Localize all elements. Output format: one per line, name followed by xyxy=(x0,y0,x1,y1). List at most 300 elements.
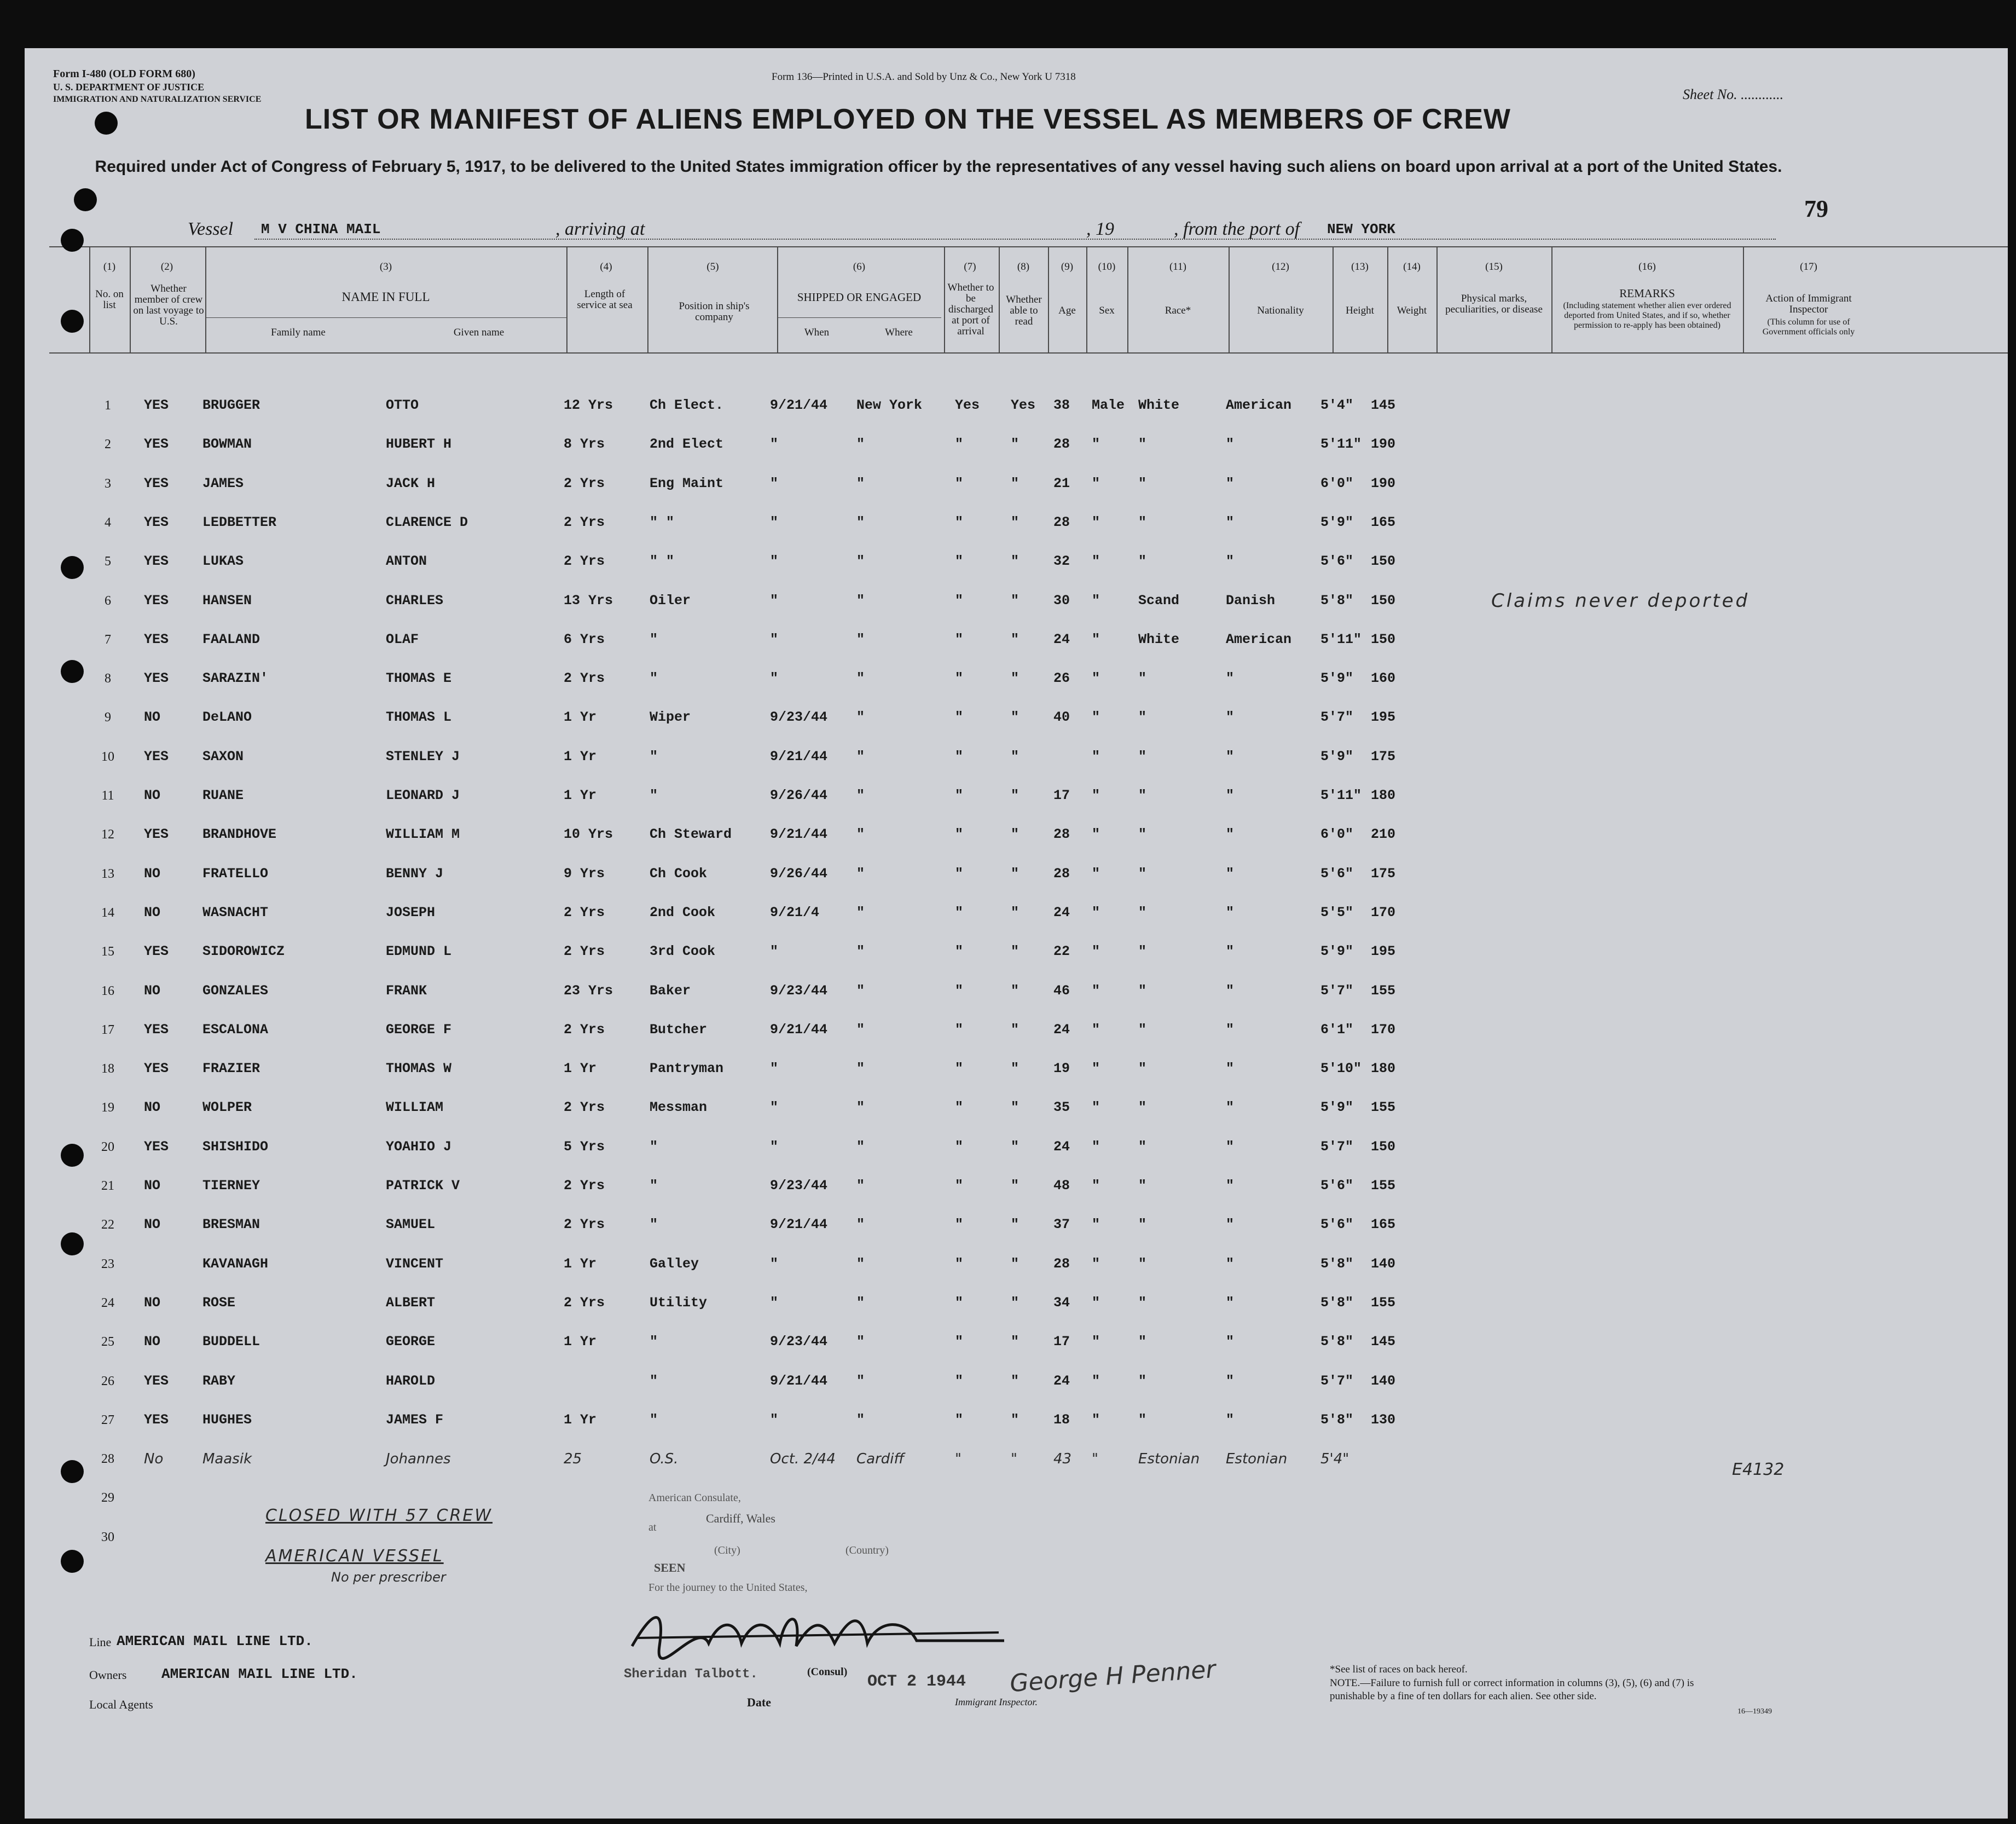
sheet-number: Sheet No. ............ xyxy=(1683,86,1784,102)
able-to-read-cell: " xyxy=(1011,1256,1019,1272)
race-cell: " xyxy=(1138,787,1147,803)
position-cell: Ch Steward xyxy=(650,826,732,842)
previous-voyage-cell: NO xyxy=(144,905,161,920)
discharged-cell: " xyxy=(955,943,964,959)
shipped-where-cell: " xyxy=(856,709,865,725)
given-name-cell: STENLEY J xyxy=(386,749,460,765)
previous-voyage-cell: YES xyxy=(144,632,169,647)
header-shipped: SHIPPED OR ENGAGED xyxy=(797,291,922,304)
able-to-read-cell: " xyxy=(1011,593,1019,609)
service-length-cell: 5 Yrs xyxy=(564,1139,605,1155)
family-name-cell: BRUGGER xyxy=(202,397,260,413)
race-cell: " xyxy=(1138,1061,1147,1076)
shipped-where-cell: " xyxy=(856,553,865,569)
col-num-13: (13) xyxy=(1351,261,1369,273)
sex-cell: " xyxy=(1092,632,1100,647)
row-number: 6 xyxy=(105,594,111,608)
age-cell: 17 xyxy=(1053,1334,1070,1350)
service-length-cell: 2 Yrs xyxy=(564,1099,605,1115)
family-name-cell: FRATELLO xyxy=(202,866,269,882)
given-name-cell: THOMAS L xyxy=(386,709,452,725)
shipped-when-cell: " xyxy=(770,1061,779,1076)
race-cell: " xyxy=(1138,943,1147,959)
discharged-cell: " xyxy=(955,1256,964,1272)
weight-cell: 175 xyxy=(1371,749,1396,765)
weight-cell: 180 xyxy=(1371,1061,1396,1076)
shipped-where-cell: " xyxy=(856,632,865,647)
family-name-cell: HANSEN xyxy=(202,593,252,609)
able-to-read-cell: " xyxy=(1011,749,1019,765)
shipped-where-cell: " xyxy=(856,1099,865,1115)
shipped-where-cell: " xyxy=(856,1412,865,1428)
position-cell: Messman xyxy=(650,1099,708,1115)
race-cell: " xyxy=(1138,1099,1147,1115)
header-inspector-note: (This column for use of Government officials only xyxy=(1762,317,1855,337)
height-cell: 5'7" xyxy=(1320,983,1354,999)
family-name-cell: RABY xyxy=(202,1373,236,1389)
race-cell: White xyxy=(1138,632,1180,647)
given-name-cell: EDMUND L xyxy=(386,943,452,959)
weight-cell: 170 xyxy=(1371,1022,1396,1038)
col-num-15: (15) xyxy=(1485,261,1503,273)
weight-cell: 195 xyxy=(1371,943,1396,959)
position-cell: " xyxy=(650,1139,658,1155)
height-cell: 5'6" xyxy=(1320,1217,1354,1232)
able-to-read-cell: " xyxy=(1011,1295,1019,1311)
punch-hole xyxy=(61,1232,84,1255)
sex-cell: " xyxy=(1092,1061,1100,1076)
height-cell: 5'10" xyxy=(1320,1061,1362,1076)
col-num-2: (2) xyxy=(160,261,173,273)
able-to-read-cell: " xyxy=(1011,983,1019,999)
given-name-cell: HAROLD xyxy=(386,1373,436,1389)
weight-cell: 130 xyxy=(1371,1412,1396,1428)
nationality-cell: " xyxy=(1226,787,1235,803)
row-number: 30 xyxy=(101,1530,114,1544)
sex-cell: " xyxy=(1092,1451,1098,1467)
column-rule xyxy=(130,246,131,354)
punch-hole xyxy=(74,188,97,211)
weight-cell: 190 xyxy=(1371,436,1396,452)
family-name-cell: ROSE xyxy=(202,1295,236,1311)
race-cell: " xyxy=(1138,1139,1147,1155)
weight-cell: 165 xyxy=(1371,1217,1396,1232)
consul-name: Sheridan Talbott. xyxy=(624,1667,758,1682)
sex-cell: Male xyxy=(1092,397,1125,413)
consulate-journey: For the journey to the United States, xyxy=(648,1582,808,1594)
header-weight: Weight xyxy=(1397,305,1427,316)
sex-cell: " xyxy=(1092,983,1100,999)
consul-label: (Consul) xyxy=(807,1666,848,1678)
table-top-rule xyxy=(49,246,2008,247)
age-cell: 24 xyxy=(1053,1022,1070,1038)
row-number: 12 xyxy=(101,827,114,842)
previous-voyage-cell: NO xyxy=(144,1178,161,1194)
weight-cell: 165 xyxy=(1371,514,1396,530)
discharged-cell: Yes xyxy=(955,397,980,413)
shipped-where-cell: " xyxy=(856,514,865,530)
shipped-where-cell: " xyxy=(856,670,865,686)
age-cell: 24 xyxy=(1053,1139,1070,1155)
position-cell: Butcher xyxy=(650,1022,708,1038)
sex-cell: " xyxy=(1092,1412,1100,1428)
punch-hole xyxy=(61,556,84,579)
family-name-cell: WOLPER xyxy=(202,1099,252,1115)
service-length-cell: 1 Yr xyxy=(564,1061,597,1076)
owners-label: Owners xyxy=(89,1668,127,1682)
height-cell: 5'5" xyxy=(1320,905,1354,920)
family-name-cell: BUDDELL xyxy=(202,1334,260,1350)
discharged-cell: " xyxy=(955,787,964,803)
nationality-cell: " xyxy=(1226,1099,1235,1115)
service-length-cell: 2 Yrs xyxy=(564,1217,605,1232)
able-to-read-cell: " xyxy=(1011,514,1019,530)
shipped-when-cell: " xyxy=(770,514,779,530)
discharged-cell: " xyxy=(955,436,964,452)
sex-cell: " xyxy=(1092,826,1100,842)
family-name-cell: RUANE xyxy=(202,787,244,803)
given-name-cell: ANTON xyxy=(386,553,427,569)
nationality-cell: " xyxy=(1226,1061,1235,1076)
sex-cell: " xyxy=(1092,476,1100,491)
height-cell: 5'11" xyxy=(1320,436,1362,452)
nationality-cell: " xyxy=(1226,826,1235,842)
row-number: 24 xyxy=(101,1296,114,1310)
position-cell: " " xyxy=(650,553,675,569)
discharged-cell: " xyxy=(955,1139,964,1155)
race-cell: " xyxy=(1138,670,1147,686)
previous-voyage-cell: YES xyxy=(144,749,169,765)
col-num-16: (16) xyxy=(1638,261,1656,273)
row-number: 7 xyxy=(105,633,111,647)
row-number: 10 xyxy=(101,750,114,764)
shipped-when-cell: 9/26/44 xyxy=(770,866,828,882)
race-cell: " xyxy=(1138,553,1147,569)
position-cell: " xyxy=(650,749,658,765)
weight-cell: 155 xyxy=(1371,983,1396,999)
previous-voyage-cell: NO xyxy=(144,787,161,803)
height-cell: 5'9" xyxy=(1320,514,1354,530)
row-number: 2 xyxy=(105,437,111,451)
consulate-seen: SEEN xyxy=(654,1561,686,1574)
weight-cell: 180 xyxy=(1371,787,1396,803)
height-cell: 5'7" xyxy=(1320,1373,1354,1389)
nationality-cell: " xyxy=(1226,514,1235,530)
age-cell: 28 xyxy=(1053,514,1070,530)
shipped-when-cell: 9/21/44 xyxy=(770,1373,828,1389)
previous-voyage-cell: YES xyxy=(144,1373,169,1389)
shipped-where-cell: " xyxy=(856,787,865,803)
nationality-cell: " xyxy=(1226,1139,1235,1155)
age-cell: 24 xyxy=(1053,632,1070,647)
sex-cell: " xyxy=(1092,1178,1100,1194)
service-length-cell: 6 Yrs xyxy=(564,632,605,647)
age-cell: 28 xyxy=(1053,1256,1070,1272)
weight-cell: 155 xyxy=(1371,1178,1396,1194)
race-cell: " xyxy=(1138,983,1147,999)
previous-voyage-cell: YES xyxy=(144,397,169,413)
nationality-cell: " xyxy=(1226,749,1235,765)
height-cell: 5'9" xyxy=(1320,749,1354,765)
given-name-cell: THOMAS W xyxy=(386,1061,452,1076)
service-length-cell: 1 Yr xyxy=(564,787,597,803)
inspector-label: Immigrant Inspector. xyxy=(955,1696,1038,1707)
discharged-cell: " xyxy=(955,476,964,491)
service-length-cell: 2 Yrs xyxy=(564,905,605,920)
header-when: When xyxy=(804,327,830,338)
previous-voyage-cell: YES xyxy=(144,436,169,452)
position-cell: Eng Maint xyxy=(650,476,724,491)
race-cell: " xyxy=(1138,905,1147,920)
service-length-cell: 1 Yr xyxy=(564,1412,597,1428)
height-cell: 6'0" xyxy=(1320,476,1354,491)
position-cell: Pantryman xyxy=(650,1061,724,1076)
discharged-cell: " xyxy=(955,1178,964,1194)
given-name-cell: WILLIAM M xyxy=(386,826,460,842)
shipped-when-cell: " xyxy=(770,632,779,647)
shipped-where-cell: New York xyxy=(856,397,923,413)
consulate-at: at xyxy=(648,1521,657,1533)
race-cell: " xyxy=(1138,1217,1147,1232)
row-number: 20 xyxy=(101,1140,114,1154)
previous-voyage-cell: YES xyxy=(144,670,169,686)
service-length-cell: 8 Yrs xyxy=(564,436,605,452)
weight-cell: 210 xyxy=(1371,826,1396,842)
weight-cell: 145 xyxy=(1371,1334,1396,1350)
shipped-where-cell: " xyxy=(856,983,865,999)
sex-cell: " xyxy=(1092,787,1100,803)
consulate-city-value: Cardiff, Wales xyxy=(706,1512,775,1525)
print-code: 16—19349 xyxy=(1737,1707,1772,1716)
height-cell: 5'8" xyxy=(1320,1295,1354,1311)
sex-cell: " xyxy=(1092,1334,1100,1350)
position-cell: " " xyxy=(650,514,675,530)
shipped-when-cell: " xyxy=(770,670,779,686)
family-name-cell: BRANDHOVE xyxy=(202,826,277,842)
age-cell: 30 xyxy=(1053,593,1070,609)
previous-voyage-cell: YES xyxy=(144,553,169,569)
shipped-when-cell: Oct. 2/44 xyxy=(770,1451,836,1467)
row-number: 8 xyxy=(105,671,111,686)
position-cell: Baker xyxy=(650,983,691,999)
previous-voyage-cell: YES xyxy=(144,514,169,530)
able-to-read-cell: " xyxy=(1011,1373,1019,1389)
age-cell: 28 xyxy=(1053,866,1070,882)
able-to-read-cell: " xyxy=(1011,826,1019,842)
age-cell: 17 xyxy=(1053,787,1070,803)
age-cell: 37 xyxy=(1053,1217,1070,1232)
discharged-cell: " xyxy=(955,593,964,609)
owners-value: AMERICAN MAIL LINE LTD. xyxy=(161,1666,358,1682)
position-cell: Ch Cook xyxy=(650,866,708,882)
line-label: Line xyxy=(89,1635,112,1649)
from-port: NEW YORK xyxy=(1327,221,1395,238)
row-number: 23 xyxy=(101,1257,114,1271)
shipped-when-cell: " xyxy=(770,593,779,609)
age-cell: 43 xyxy=(1053,1451,1072,1467)
position-cell: Ch Elect. xyxy=(650,397,724,413)
given-name-cell: WILLIAM xyxy=(386,1099,444,1115)
col-num-7: (7) xyxy=(964,261,976,273)
position-cell: " xyxy=(650,632,658,647)
age-cell: 38 xyxy=(1053,397,1070,413)
col-num-12: (12) xyxy=(1272,261,1289,273)
shipped-when-cell: " xyxy=(770,1295,779,1311)
discharged-cell: " xyxy=(955,1022,964,1038)
race-cell: " xyxy=(1138,749,1147,765)
remark-row-6: Claims never deported xyxy=(1491,590,1750,612)
punch-hole xyxy=(61,310,84,333)
height-cell: 5'9" xyxy=(1320,1099,1354,1115)
given-name-cell: YOAHIO J xyxy=(386,1139,452,1155)
shipped-where-cell: " xyxy=(856,1061,865,1076)
col-num-6: (6) xyxy=(853,261,866,273)
shipped-where-cell: " xyxy=(856,1022,865,1038)
col-num-5: (5) xyxy=(706,261,719,273)
row-number: 11 xyxy=(101,789,114,803)
race-cell: " xyxy=(1138,436,1147,452)
race-cell: " xyxy=(1138,709,1147,725)
weight-cell: 150 xyxy=(1371,632,1396,647)
family-name-cell: BRESMAN xyxy=(202,1217,260,1232)
service-length-cell: 2 Yrs xyxy=(564,514,605,530)
family-name-cell: DeLANO xyxy=(202,709,252,725)
height-cell: 5'6" xyxy=(1320,1178,1354,1194)
race-cell: " xyxy=(1138,1256,1147,1272)
printer-note: Form 136—Printed in U.S.A. and Sold by Unz & Co., New York U 7318 xyxy=(772,71,1076,83)
service: IMMIGRATION AND NATURALIZATION SERVICE xyxy=(53,95,262,104)
age-cell: 18 xyxy=(1053,1412,1070,1428)
weight-cell: 150 xyxy=(1371,1139,1396,1155)
col-num-17: (17) xyxy=(1800,261,1817,273)
page-number: 79 xyxy=(1804,195,1828,222)
height-cell: 5'8" xyxy=(1320,1256,1354,1272)
height-cell: 5'8" xyxy=(1320,1412,1354,1428)
height-cell: 5'11" xyxy=(1320,787,1362,803)
row-number: 19 xyxy=(101,1101,114,1115)
sex-cell: " xyxy=(1092,709,1100,725)
row-number: 28 xyxy=(101,1452,114,1466)
shipped-when-cell: 9/21/44 xyxy=(770,826,828,842)
given-name-cell: FRANK xyxy=(386,983,427,999)
service-length-cell: 2 Yrs xyxy=(564,943,605,959)
able-to-read-cell: " xyxy=(1011,1412,1019,1428)
sex-cell: " xyxy=(1092,1295,1100,1311)
position-cell: 2nd Cook xyxy=(650,905,716,920)
able-to-read-cell: " xyxy=(1011,943,1019,959)
position-cell: Galley xyxy=(650,1256,699,1272)
shipped-where-cell: Cardiff xyxy=(856,1451,905,1467)
inspector-signature: George H Penner xyxy=(1009,1655,1217,1698)
able-to-read-cell: " xyxy=(1011,670,1019,686)
service-length-cell: 1 Yr xyxy=(564,1256,597,1272)
header-age: Age xyxy=(1058,305,1076,316)
sub-note: No per prescriber xyxy=(331,1570,446,1585)
discharged-cell: " xyxy=(955,553,964,569)
service-length-cell: 1 Yr xyxy=(564,709,597,725)
position-cell: " xyxy=(650,1217,658,1232)
fine-note: NOTE.—Failure to furnish full or correct information in columns (3), (5), (6) and (7) is punishable by a fine of ten dollars for each alien. See other side. xyxy=(1330,1677,1694,1702)
position-cell: 3rd Cook xyxy=(650,943,716,959)
shipped-where-cell: " xyxy=(856,436,865,452)
punch-hole xyxy=(61,1460,84,1483)
able-to-read-cell: " xyxy=(1011,632,1019,647)
previous-voyage-cell: YES xyxy=(144,1139,169,1155)
header-given-name: Given name xyxy=(453,327,505,338)
row-number: 1 xyxy=(105,398,111,413)
height-cell: 5'8" xyxy=(1320,593,1354,609)
previous-voyage-cell: NO xyxy=(144,866,161,882)
position-cell: " xyxy=(650,1412,658,1428)
service-length-cell: 1 Yr xyxy=(564,749,597,765)
age-cell: 24 xyxy=(1053,905,1070,920)
previous-voyage-cell: NO xyxy=(144,1217,161,1232)
height-cell: 6'1" xyxy=(1320,1022,1354,1038)
position-cell: O.S. xyxy=(650,1451,679,1467)
able-to-read-cell: " xyxy=(1011,787,1019,803)
col-num-10: (10) xyxy=(1098,261,1116,273)
vessel-name: M V CHINA MAIL xyxy=(261,221,381,238)
able-to-read-cell: " xyxy=(1011,1178,1019,1194)
age-cell: 19 xyxy=(1053,1061,1070,1076)
position-cell: Wiper xyxy=(650,709,691,725)
discharged-cell: " xyxy=(955,1412,964,1428)
given-name-cell: LEONARD J xyxy=(386,787,460,803)
sex-cell: " xyxy=(1092,670,1100,686)
sex-cell: " xyxy=(1092,1099,1100,1115)
nationality-cell: " xyxy=(1226,1412,1235,1428)
family-name-cell: TIERNEY xyxy=(202,1178,260,1194)
service-length-cell: 25 xyxy=(564,1451,582,1467)
nationality-cell: " xyxy=(1226,983,1235,999)
previous-voyage-cell: No xyxy=(144,1451,164,1467)
family-name-cell: JAMES xyxy=(202,476,244,491)
race-cell: " xyxy=(1138,1412,1147,1428)
position-cell: " xyxy=(650,1178,658,1194)
service-length-cell: 2 Yrs xyxy=(564,1295,605,1311)
shipped-when-cell: " xyxy=(770,1412,779,1428)
punch-hole xyxy=(61,229,84,252)
previous-voyage-cell: NO xyxy=(144,1295,161,1311)
row-number: 25 xyxy=(101,1335,114,1349)
row-28-action: E4132 xyxy=(1732,1460,1785,1479)
weight-cell: 150 xyxy=(1371,553,1396,569)
previous-voyage-cell: YES xyxy=(144,943,169,959)
discharged-cell: " xyxy=(955,749,964,765)
height-cell: 5'8" xyxy=(1320,1334,1354,1350)
position-cell: " xyxy=(650,1373,658,1389)
sex-cell: " xyxy=(1092,905,1100,920)
discharged-cell: " xyxy=(955,1099,964,1115)
discharged-cell: " xyxy=(955,1295,964,1311)
race-cell: " xyxy=(1138,1373,1147,1389)
age-cell: 28 xyxy=(1053,436,1070,452)
shipped-where-cell: " xyxy=(856,1295,865,1311)
header-nationality: Nationality xyxy=(1257,305,1304,316)
given-name-cell: JAMES F xyxy=(386,1412,444,1428)
consulate-country-label: (Country) xyxy=(845,1544,889,1556)
nationality-cell: " xyxy=(1226,476,1235,491)
col-num-8: (8) xyxy=(1017,261,1030,273)
able-to-read-cell: " xyxy=(1011,1451,1017,1467)
family-name-cell: WASNACHT xyxy=(202,905,269,920)
nationality-cell: Estonian xyxy=(1226,1451,1288,1467)
able-to-read-cell: " xyxy=(1011,709,1019,725)
family-name-cell: LUKAS xyxy=(202,553,244,569)
service-length-cell: 10 Yrs xyxy=(564,826,613,842)
family-name-cell: FAALAND xyxy=(202,632,260,647)
family-name-cell: HUGHES xyxy=(202,1412,252,1428)
